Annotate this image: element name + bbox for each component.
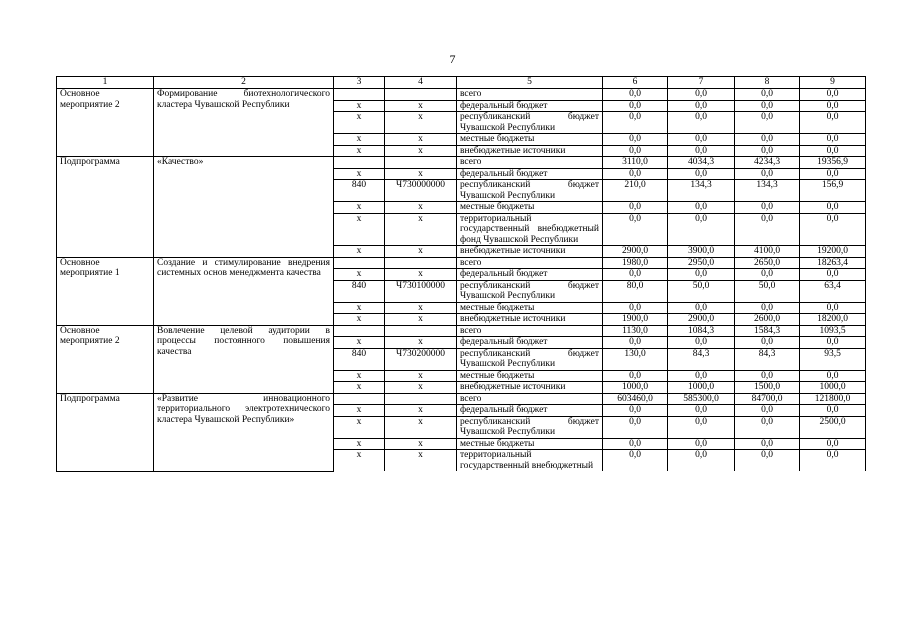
code-cell: 840: [334, 348, 385, 370]
code-cell: х: [334, 145, 385, 157]
value-cell: 134,3: [735, 180, 800, 202]
classifier-cell: х: [385, 450, 457, 472]
value-cell: 0,0: [735, 134, 800, 146]
value-cell: 2950,0: [668, 257, 735, 269]
source-cell: внебюджетные источники: [457, 145, 603, 157]
header-cell: 5: [457, 77, 603, 89]
classifier-cell: х: [385, 145, 457, 157]
value-cell: 1000,0: [603, 382, 668, 394]
value-cell: 156,9: [800, 180, 866, 202]
value-cell: 0,0: [735, 405, 800, 417]
value-cell: 50,0: [735, 280, 800, 302]
value-cell: 0,0: [603, 168, 668, 180]
source-cell: всего: [457, 157, 603, 169]
source-cell: внебюджетные источники: [457, 382, 603, 394]
value-cell: 0,0: [800, 100, 866, 112]
header-cell: 4: [385, 77, 457, 89]
code-cell: х: [334, 416, 385, 438]
value-cell: 0,0: [668, 438, 735, 450]
value-cell: 1000,0: [668, 382, 735, 394]
value-cell: 1000,0: [800, 382, 866, 394]
value-cell: 2500,0: [800, 416, 866, 438]
code-cell: х: [334, 269, 385, 281]
code-cell: х: [334, 168, 385, 180]
source-cell: всего: [457, 325, 603, 337]
value-cell: 0,0: [603, 405, 668, 417]
value-cell: 4100,0: [735, 246, 800, 258]
value-cell: 585300,0: [668, 393, 735, 405]
value-cell: 0,0: [800, 145, 866, 157]
source-cell: внебюджетные источники: [457, 246, 603, 258]
value-cell: 0,0: [603, 302, 668, 314]
value-cell: 0,0: [668, 405, 735, 417]
value-cell: 0,0: [603, 213, 668, 246]
value-cell: 3110,0: [603, 157, 668, 169]
classifier-cell: [385, 89, 457, 101]
value-cell: 0,0: [668, 213, 735, 246]
table-row: [57, 89, 866, 101]
value-cell: 0,0: [603, 112, 668, 134]
value-cell: 4034,3: [668, 157, 735, 169]
classifier-cell: х: [385, 100, 457, 112]
name-cell: Вовлечение целевой аудитории в процессы постоянного повышения качества: [154, 325, 334, 393]
code-cell: [334, 257, 385, 269]
source-cell: республиканский бюджет Чувашской Республики: [457, 348, 603, 370]
value-cell: 603460,0: [603, 393, 668, 405]
value-cell: 4234,3: [735, 157, 800, 169]
value-cell: 0,0: [800, 438, 866, 450]
source-cell: местные бюджеты: [457, 370, 603, 382]
source-cell: местные бюджеты: [457, 302, 603, 314]
table-row: [57, 393, 866, 405]
value-cell: 0,0: [735, 100, 800, 112]
code-cell: х: [334, 450, 385, 472]
value-cell: 84,3: [668, 348, 735, 370]
value-cell: 0,0: [735, 145, 800, 157]
value-cell: 0,0: [800, 450, 866, 472]
classifier-cell: х: [385, 302, 457, 314]
value-cell: 3900,0: [668, 246, 735, 258]
value-cell: 0,0: [735, 416, 800, 438]
value-cell: 0,0: [668, 100, 735, 112]
value-cell: 0,0: [735, 370, 800, 382]
classifier-cell: х: [385, 314, 457, 326]
code-cell: х: [334, 246, 385, 258]
value-cell: 0,0: [735, 89, 800, 101]
value-cell: 84,3: [735, 348, 800, 370]
source-cell: местные бюджеты: [457, 202, 603, 214]
classifier-cell: х: [385, 246, 457, 258]
value-cell: 0,0: [603, 269, 668, 281]
value-cell: 0,0: [603, 337, 668, 349]
value-cell: 1980,0: [603, 257, 668, 269]
value-cell: 0,0: [800, 202, 866, 214]
value-cell: 0,0: [800, 89, 866, 101]
classifier-cell: [385, 325, 457, 337]
source-cell: федеральный бюджет: [457, 168, 603, 180]
program-cell: Подпрограмма: [57, 157, 154, 258]
value-cell: 0,0: [668, 134, 735, 146]
value-cell: 0,0: [800, 168, 866, 180]
code-cell: х: [334, 314, 385, 326]
value-cell: 0,0: [603, 416, 668, 438]
value-cell: 0,0: [668, 302, 735, 314]
header-cell: 8: [735, 77, 800, 89]
code-cell: х: [334, 370, 385, 382]
value-cell: 0,0: [668, 168, 735, 180]
classifier-cell: х: [385, 213, 457, 246]
program-cell: Подпрограмма: [57, 393, 154, 471]
value-cell: 0,0: [735, 112, 800, 134]
header-cell: 2: [154, 77, 334, 89]
page-number: 7: [449, 52, 456, 66]
value-cell: 0,0: [668, 145, 735, 157]
source-cell: территориальный государственный внебюджетный фонд Чувашской Республики: [457, 213, 603, 246]
classifier-cell: х: [385, 269, 457, 281]
code-cell: 840: [334, 180, 385, 202]
source-cell: местные бюджеты: [457, 134, 603, 146]
source-cell: территориальный государственный внебюджетный: [457, 450, 603, 472]
value-cell: 0,0: [668, 269, 735, 281]
value-cell: 0,0: [800, 370, 866, 382]
value-cell: 0,0: [668, 202, 735, 214]
value-cell: 0,0: [668, 337, 735, 349]
value-cell: 1084,3: [668, 325, 735, 337]
value-cell: 0,0: [800, 134, 866, 146]
classifier-cell: Ч730200000: [385, 348, 457, 370]
value-cell: 0,0: [800, 302, 866, 314]
table-row: [57, 325, 866, 337]
code-cell: [334, 393, 385, 405]
classifier-cell: [385, 257, 457, 269]
source-cell: федеральный бюджет: [457, 405, 603, 417]
value-cell: 0,0: [603, 89, 668, 101]
value-cell: 0,0: [668, 112, 735, 134]
value-cell: 80,0: [603, 280, 668, 302]
classifier-cell: х: [385, 134, 457, 146]
code-cell: [334, 157, 385, 169]
source-cell: всего: [457, 89, 603, 101]
classifier-cell: х: [385, 112, 457, 134]
code-cell: х: [334, 202, 385, 214]
header-cell: 9: [800, 77, 866, 89]
value-cell: 1584,3: [735, 325, 800, 337]
source-cell: республиканский бюджет Чувашской Республики: [457, 180, 603, 202]
value-cell: 0,0: [735, 168, 800, 180]
value-cell: 121800,0: [800, 393, 866, 405]
value-cell: 130,0: [603, 348, 668, 370]
classifier-cell: х: [385, 416, 457, 438]
program-cell: Основное мероприятие 2: [57, 89, 154, 157]
source-cell: федеральный бюджет: [457, 100, 603, 112]
value-cell: 0,0: [603, 370, 668, 382]
classifier-cell: х: [385, 202, 457, 214]
header-cell: 7: [668, 77, 735, 89]
table-body: [57, 77, 866, 472]
code-cell: х: [334, 302, 385, 314]
code-cell: [334, 89, 385, 101]
value-cell: 0,0: [800, 213, 866, 246]
source-cell: республиканский бюджет Чувашской Республики: [457, 280, 603, 302]
header-cell: 3: [334, 77, 385, 89]
value-cell: 0,0: [603, 438, 668, 450]
name-cell: «Качество»: [154, 157, 334, 258]
value-cell: 0,0: [735, 269, 800, 281]
value-cell: 93,5: [800, 348, 866, 370]
value-cell: 0,0: [603, 100, 668, 112]
value-cell: 2900,0: [668, 314, 735, 326]
value-cell: 2600,0: [735, 314, 800, 326]
value-cell: 0,0: [735, 213, 800, 246]
value-cell: 63,4: [800, 280, 866, 302]
value-cell: 0,0: [735, 202, 800, 214]
budget-table: [56, 76, 866, 472]
source-cell: федеральный бюджет: [457, 337, 603, 349]
value-cell: 0,0: [603, 202, 668, 214]
value-cell: 18263,4: [800, 257, 866, 269]
program-cell: Основное мероприятие 2: [57, 325, 154, 393]
classifier-cell: [385, 157, 457, 169]
source-cell: республиканский бюджет Чувашской Республики: [457, 416, 603, 438]
code-cell: [334, 325, 385, 337]
value-cell: 0,0: [800, 337, 866, 349]
classifier-cell: [385, 393, 457, 405]
classifier-cell: Ч730100000: [385, 280, 457, 302]
classifier-cell: х: [385, 438, 457, 450]
value-cell: 0,0: [735, 337, 800, 349]
code-cell: 840: [334, 280, 385, 302]
value-cell: 1500,0: [735, 382, 800, 394]
code-cell: х: [334, 213, 385, 246]
code-cell: х: [334, 438, 385, 450]
value-cell: 19356,9: [800, 157, 866, 169]
classifier-cell: х: [385, 370, 457, 382]
value-cell: 2900,0: [603, 246, 668, 258]
code-cell: х: [334, 337, 385, 349]
table-row: [57, 157, 866, 169]
value-cell: 0,0: [735, 438, 800, 450]
value-cell: 1130,0: [603, 325, 668, 337]
value-cell: 0,0: [800, 112, 866, 134]
code-cell: х: [334, 100, 385, 112]
value-cell: 1093,5: [800, 325, 866, 337]
source-cell: внебюджетные источники: [457, 314, 603, 326]
source-cell: местные бюджеты: [457, 438, 603, 450]
value-cell: 0,0: [603, 450, 668, 472]
value-cell: 0,0: [668, 370, 735, 382]
classifier-cell: х: [385, 168, 457, 180]
value-cell: 0,0: [800, 405, 866, 417]
value-cell: 0,0: [735, 302, 800, 314]
value-cell: 0,0: [668, 416, 735, 438]
classifier-cell: Ч730000000: [385, 180, 457, 202]
classifier-cell: х: [385, 405, 457, 417]
code-cell: х: [334, 405, 385, 417]
classifier-cell: х: [385, 382, 457, 394]
program-cell: Основное мероприятие 1: [57, 257, 154, 325]
value-cell: 0,0: [603, 145, 668, 157]
name-cell: Формирование биотехнологического кластера Чувашской Республики: [154, 89, 334, 157]
source-cell: всего: [457, 257, 603, 269]
value-cell: 0,0: [668, 89, 735, 101]
header-row: [57, 77, 866, 89]
value-cell: 50,0: [668, 280, 735, 302]
classifier-cell: х: [385, 337, 457, 349]
name-cell: Создание и стимулирование внедрения системных основ менеджмента качества: [154, 257, 334, 325]
value-cell: 0,0: [735, 450, 800, 472]
name-cell: «Развитие инновационного территориального электротехнического кластера Чувашской Республики»: [154, 393, 334, 471]
code-cell: х: [334, 382, 385, 394]
value-cell: 1900,0: [603, 314, 668, 326]
source-cell: республиканский бюджет Чувашской Республики: [457, 112, 603, 134]
code-cell: х: [334, 112, 385, 134]
code-cell: х: [334, 134, 385, 146]
value-cell: 0,0: [668, 450, 735, 472]
value-cell: 19200,0: [800, 246, 866, 258]
header-cell: 1: [57, 77, 154, 89]
header-cell: 6: [603, 77, 668, 89]
source-cell: федеральный бюджет: [457, 269, 603, 281]
value-cell: 0,0: [800, 269, 866, 281]
value-cell: 18200,0: [800, 314, 866, 326]
value-cell: 84700,0: [735, 393, 800, 405]
value-cell: 0,0: [603, 134, 668, 146]
table-row: [57, 257, 866, 269]
value-cell: 2650,0: [735, 257, 800, 269]
value-cell: 134,3: [668, 180, 735, 202]
source-cell: всего: [457, 393, 603, 405]
value-cell: 210,0: [603, 180, 668, 202]
